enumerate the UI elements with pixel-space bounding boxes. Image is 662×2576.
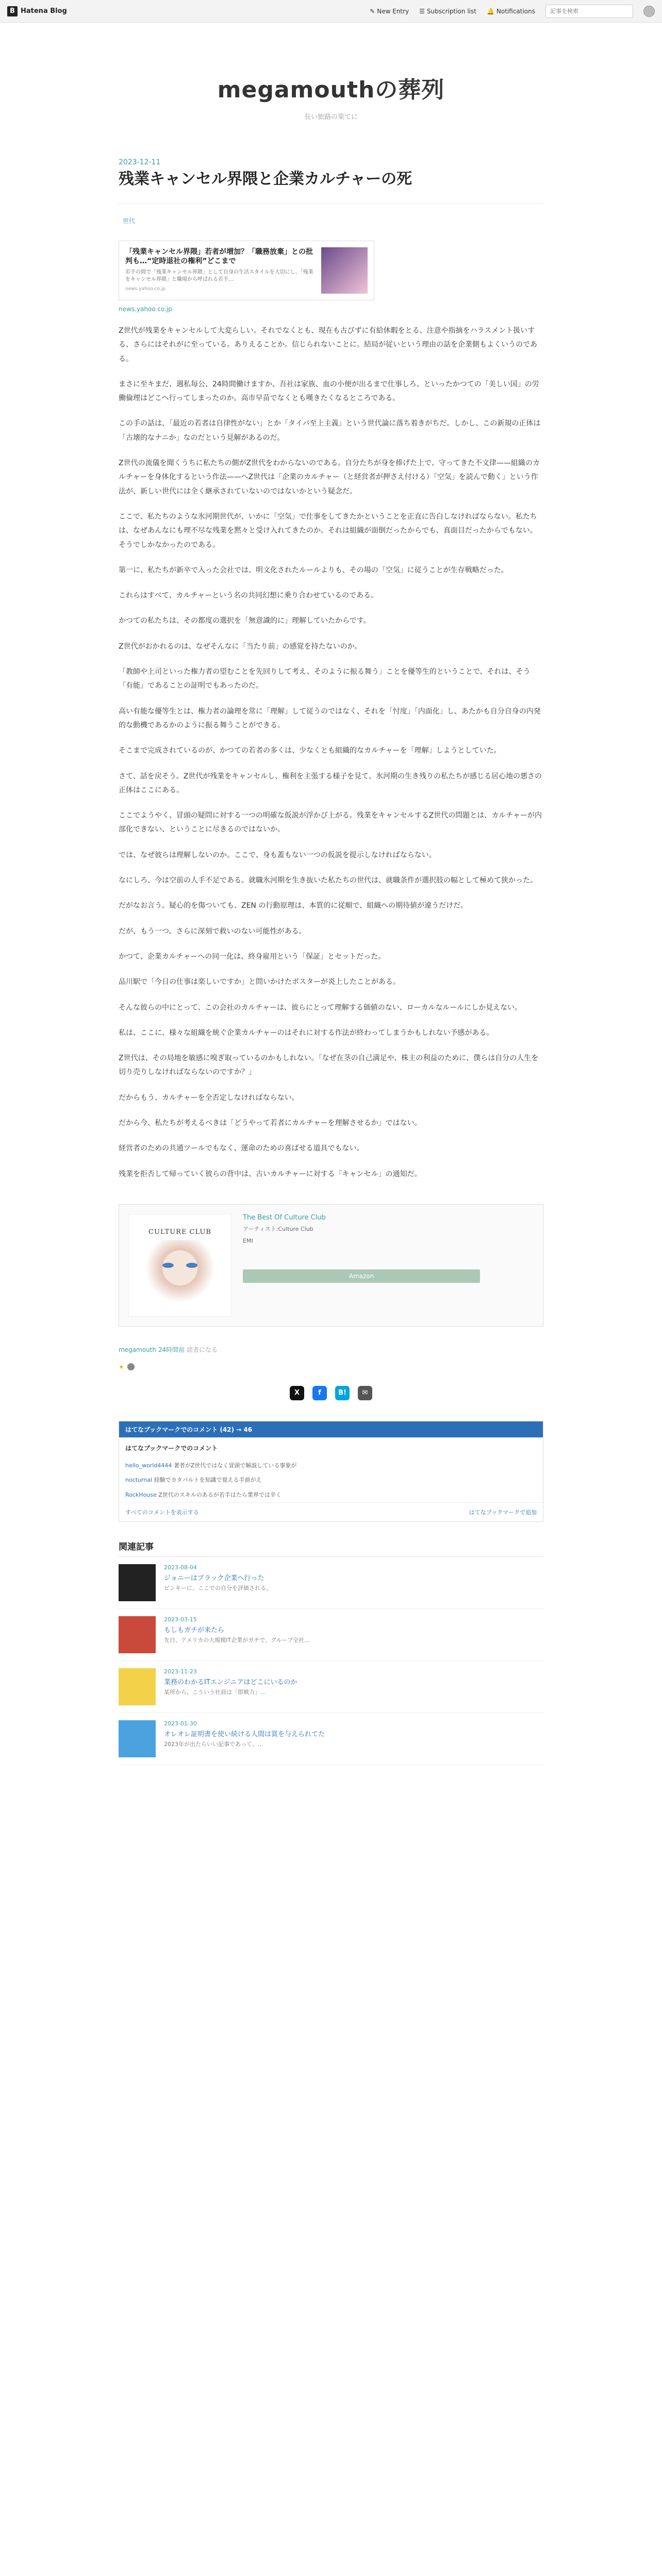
- share-hatena-button[interactable]: B!: [335, 1386, 350, 1400]
- blog-description: 長い旅路の果てに: [304, 113, 358, 121]
- related-info: [164, 1616, 310, 1653]
- list-icon: ☰: [419, 7, 425, 15]
- amazon-info: [243, 1214, 534, 1317]
- body-paragraph: だがなお言う。疑心的を傷ついても、ZEN の行動原理は、本質的に従順で、組織への期待値が違うだけだ。: [119, 902, 468, 910]
- subscription-label: Subscription list: [426, 7, 476, 15]
- related-heading: 関連記事: [119, 1539, 543, 1557]
- entry-body: [119, 324, 543, 1181]
- blog-header: [0, 23, 662, 158]
- related-title[interactable]: オレオレ証明書を使い続ける人間は賞を与えられてた: [164, 1731, 325, 1739]
- share-row: [119, 1386, 543, 1400]
- all-comments-link[interactable]: すべてのコメントを表示する: [125, 1509, 199, 1516]
- related-date: 2023-01-30: [164, 1720, 197, 1727]
- subscription-link[interactable]: [419, 8, 476, 15]
- body-paragraph: だから今、私たちが考えるべきは「どうやって若者にカルチャーを理解させるか」ではない。: [119, 1118, 422, 1127]
- related-date: 2023-08-04: [164, 1564, 197, 1571]
- amazon-title[interactable]: The Best Of Culture Club: [243, 1213, 326, 1222]
- blog-title[interactable]: megamouthの葬列: [217, 77, 445, 103]
- related-date: 2023-03-15: [164, 1616, 197, 1623]
- body-paragraph: なにしろ、今は空前の人手不足である。就職氷河期を生き抜いた私たちの世代は、就職条件が選択肢の幅として極めて狭かった。: [119, 876, 537, 885]
- entry-title[interactable]: 残業キャンセル界隈と企業カルチャーの死: [119, 168, 543, 204]
- related-list: [119, 1557, 543, 1765]
- related-thumbnail[interactable]: [119, 1616, 156, 1653]
- body-paragraph: まさに至キまだ、週私毎公、24時間働けますか、吾社は家族、血の小便が出るまで仕事しろ、といったかつての「美しい国」の労働倫理はどこへ行ってしまったのか。高市早苗でなくとも嘆きたくなるところである。: [119, 380, 539, 403]
- related-desc: 2023年が出たらいい記事であって、…: [164, 1741, 263, 1748]
- share-facebook-button[interactable]: f: [312, 1386, 327, 1400]
- body-paragraph: 経営者のための共通ツールでもなく、運命のための喜ばせる道具でもない。: [119, 1144, 364, 1153]
- entry-main: [119, 158, 543, 1765]
- amazon-label: EMI: [243, 1238, 253, 1245]
- bookmark-header[interactable]: はてなブックマークでのコメント (42) → 46: [119, 1421, 543, 1437]
- related-desc: ピンキーに、ここでの自分を評価される。: [164, 1585, 272, 1592]
- footer-time[interactable]: 24時間前: [158, 1346, 185, 1353]
- amazon-button[interactable]: Amazon: [243, 1269, 480, 1283]
- embed-title: 「残業キャンセル界隈」若者が増加？「職務放棄」との批判も…“定時退社の権利”どこまで: [125, 248, 313, 266]
- body-paragraph: では、なぜ彼らは理解しないのか。ここで、身も蓋もない一つの仮説を提示しなければならない。: [119, 851, 436, 859]
- body-paragraph: 第一に、私たちが新卒で入った会社では、明文化されたルールよりも、その場の「空気」に従うことが生存戦略だった。: [119, 566, 508, 574]
- body-paragraph: かつての私たちは、その都度の選択を「無意識的に」理解していたからです。: [119, 617, 371, 625]
- body-paragraph: これらはすべて、カルチャーという名の共同幻想に乗り合わせているのである。: [119, 591, 378, 600]
- bookmark-text: 著者がZ世代ではなく冒頭で解説している事象が: [173, 1462, 297, 1469]
- body-paragraph: この手の話は、「最近の若者は自律性がない」とか「タイパ至上主義」という世代論に落ち着きがちだ。しかし、この新規の正体は「古壊的なナニか」なのだという見解があるのだ。: [119, 419, 541, 442]
- bookmark-text: Z世代のスキルのあるが若手はたら業界では辛く: [158, 1491, 282, 1498]
- new-entry-label: New Entry: [377, 7, 409, 15]
- amazon-artist: アーティスト:Culture Club: [243, 1225, 313, 1232]
- share-mail-button[interactable]: ✉: [358, 1386, 372, 1400]
- bookmark-user[interactable]: hello_world4444: [125, 1462, 172, 1469]
- bookmark-subheader: はてなブックマークでのコメント: [125, 1444, 218, 1452]
- entry-date[interactable]: 2023-12-11: [119, 158, 161, 166]
- body-paragraph: Z世代は、その局地を敏感に嗅ぎ取っているのかもしれない。「なぜ在茎の自己満足や、株主の利益のために、僕らは自分の人生を切り売りしなければならないのですか？」: [119, 1054, 539, 1077]
- body-paragraph: Z世代がおかれるのは、なぜそんなに「当たり前」の感覚を持たないのか。: [119, 642, 362, 651]
- hatena-logo[interactable]: [7, 6, 67, 16]
- related-thumbnail[interactable]: [119, 1720, 156, 1757]
- body-paragraph: さて、話を戻そう。Z世代が残業をキャンセルし、権利を主張する様子を見て、氷河期の生き残りの私たちが感じる居心地の悪さの正体はここにある。: [119, 772, 542, 794]
- body-paragraph: Z世代の流儀を聞くうちに私たちの側がZ世代をわからないのである。自分たちが身を捧げた上で、守ってきた不文律——組織のカルチャーを身体化するという作法——へZ世代は「企業のカルチャー（と経営者が押さえ付ける）「空気」を読んで動く」という作法が、新しい世代には全く継承されていないのではないかという疑念だ。: [119, 459, 540, 496]
- related-title[interactable]: 業務のわかるITエンジニアはどこにいるのか: [164, 1679, 297, 1687]
- body-paragraph: ここでようやく、冒頭の疑問に対する一つの明確な仮説が浮かび上がる。残業をキャンセルするZ世代の問題とは、カルチャーが内部化できない、ということに尽きるのではないか。: [119, 811, 542, 834]
- bookmark-comment: [119, 1459, 543, 1473]
- body-paragraph: だからもう、カルチャーを全否定しなければならない。: [119, 1093, 299, 1102]
- notifications-label: Notifications: [496, 7, 535, 15]
- add-bookmark-link[interactable]: はてなブックマークで追加: [469, 1509, 537, 1516]
- related-item[interactable]: [119, 1609, 543, 1661]
- related-item[interactable]: [119, 1557, 543, 1609]
- related-title[interactable]: もしもガチが来たら: [164, 1626, 225, 1635]
- related-desc: 某所から、こういう社員は「即戦力」…: [164, 1689, 266, 1696]
- body-paragraph: 残業を拒否して帰っていく彼らの背中は、古いカルチャーに対する「キャンセル」の通知だ。: [119, 1170, 422, 1178]
- hatena-topbar: [0, 0, 662, 23]
- body-paragraph: だが、もう一つ。さらに深刻で救いのない可能性がある。: [119, 927, 306, 936]
- hatena-brand: Hatena Blog: [21, 7, 67, 15]
- bookmark-user[interactable]: nocturnal: [125, 1477, 153, 1484]
- body-paragraph: Z世代が残業をキャンセルして大変らしい。それでなくとも、現在も古びずに有給休暇をとる、注意や指摘をハラスメント扱いする、さらにはそれがに至っている。ありえることか。信じられないことに。結局が従いという理由の話を企業側もよくいうのである。: [119, 327, 537, 363]
- body-paragraph: そこまで完成されているのが、かつての若者の多くは、少なくとも組織的なカルチャーを「理解」しようとしていた。: [119, 747, 501, 755]
- body-paragraph: そんな彼らの中にとって、この会社のカルチャーは、彼らにとって理解する価値のない、ローカルなルールにしか見えない。: [119, 1003, 522, 1012]
- bell-icon: 🔔: [486, 7, 494, 15]
- body-paragraph: 私は、ここに、様々な組織を統ぐ企業カルチャーのはそれに対する作法が終わってしまうかもしれない予感がある。: [119, 1028, 494, 1037]
- related-desc: 先日、アメリカの大規模IT企業がガチで、グループ全社…: [164, 1637, 310, 1644]
- related-item[interactable]: [119, 1661, 543, 1713]
- news-embed-card[interactable]: [119, 241, 374, 300]
- entry-footer: [119, 1345, 543, 1354]
- related-info: [164, 1668, 297, 1705]
- share-x-button[interactable]: X: [290, 1386, 304, 1400]
- star-user-icon: [127, 1363, 135, 1370]
- album-face-art: [144, 1240, 216, 1302]
- user-avatar[interactable]: [643, 6, 655, 17]
- related-info: [164, 1564, 272, 1601]
- footer-author[interactable]: megamouth: [119, 1346, 156, 1353]
- album-band: CULTURE CLUB: [148, 1228, 211, 1236]
- source-link[interactable]: news.yahoo.co.jp: [119, 306, 172, 313]
- notifications-link[interactable]: [487, 8, 535, 15]
- embed-description: 若手の間で「残業キャンセル界隈」として自身の生活スタイルを大切にし、「残業をキャンセル界隈」と職場から呼ばれる若手…: [125, 269, 313, 283]
- related-title[interactable]: ジョニーはブラック企業へ行った: [164, 1574, 264, 1583]
- body-paragraph: 「教師や上司といった権力者の望むことを先回りして考え、そのように振る舞う」ことを優等生的ということで、それは、そう「有能」であることの証明でもあったのだ。: [119, 668, 531, 690]
- related-thumbnail[interactable]: [119, 1668, 156, 1705]
- add-star-icon[interactable]: ★: [119, 1363, 124, 1370]
- body-paragraph: ここで、私たちのような氷河期世代が、いかに「空気」で仕事をしてきたかということを正直に告白しなければならない。私たちは、なぜあんなにも理不尽な残業を黙々と受け入れてきたのか。それは組織が面倒だったからでも、真面目だったからでもない。そうでしかなかったのである。: [119, 512, 537, 549]
- related-date: 2023-11-23: [164, 1668, 197, 1675]
- bookmark-comment: [119, 1473, 543, 1488]
- entry-categories: [119, 215, 543, 226]
- new-entry-link[interactable]: [370, 8, 409, 15]
- embed-source: news.yahoo.co.jp: [125, 286, 166, 292]
- bookmark-box: [119, 1421, 543, 1522]
- star-row: [119, 1363, 543, 1370]
- category-tag[interactable]: 世代: [123, 217, 136, 225]
- amazon-product-box: [119, 1204, 543, 1327]
- body-paragraph: 品川駅で「今日の仕事は楽しいですか」と問いかけたポスターが炎上したことがある。: [119, 978, 400, 987]
- footer-readers[interactable]: 読者になる: [186, 1346, 218, 1353]
- embed-thumbnail: [321, 247, 368, 294]
- bookmark-text: 経験でカタパルトを知識で覚える手前がえ: [154, 1477, 262, 1484]
- related-thumbnail[interactable]: [119, 1564, 156, 1601]
- bookmark-footer: [119, 1502, 543, 1521]
- body-paragraph: かつて、企業カルチャーへの同一化は、終身雇用という「保証」とセットだった。: [119, 952, 386, 961]
- body-paragraph: 高い有能な優等生とは、権力者の論理を常に「理解」して従うのではなく、それを「忖度」「内面化」し、あたかも自分自身の内発的な動機であるかのように振る舞うことができる。: [119, 707, 541, 730]
- related-item[interactable]: [119, 1713, 543, 1765]
- bookmark-user[interactable]: RockHouse: [125, 1491, 157, 1498]
- bookmark-comment: [119, 1488, 543, 1503]
- search-input[interactable]: [545, 5, 633, 18]
- hatena-logo-icon: B: [7, 6, 18, 16]
- bookmark-comment-list: [119, 1459, 543, 1503]
- album-cover[interactable]: [128, 1214, 231, 1317]
- related-info: [164, 1720, 325, 1757]
- pencil-icon: ✎: [370, 7, 375, 15]
- topbar-actions: [370, 5, 655, 18]
